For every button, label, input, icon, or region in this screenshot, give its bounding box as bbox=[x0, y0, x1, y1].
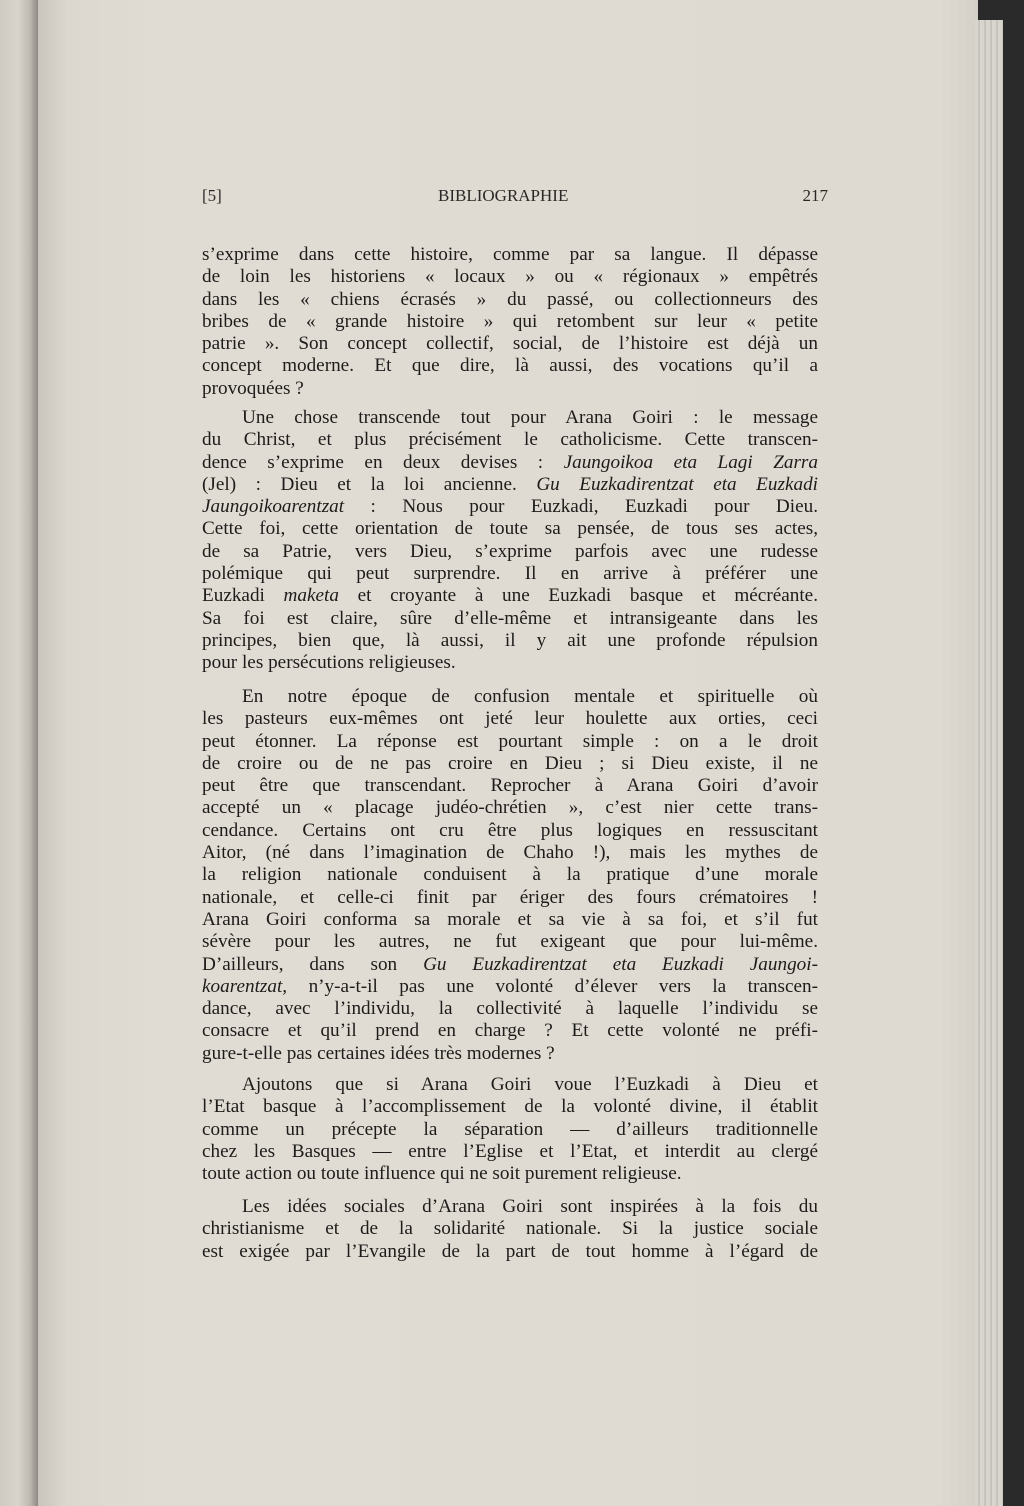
text-run: Les idées sociales d’Arana Goiri sont inspirées à la fois du bbox=[242, 1196, 818, 1217]
text-run: D’ailleurs, dans son bbox=[202, 953, 424, 975]
paragraph-1 bbox=[202, 244, 818, 400]
text-line bbox=[202, 585, 818, 607]
italic-text: Jaungoikoa eta Lagi Zarra bbox=[563, 451, 818, 473]
text-run: dance, avec l’individu, la collectivité à laquelle l’individu se bbox=[202, 998, 818, 1020]
text-run: dence s’exprime en deux devises : bbox=[202, 451, 564, 473]
text-line bbox=[202, 797, 818, 819]
text-run: peut étonner. La réponse est pourtant simple : on a le droit bbox=[202, 730, 818, 752]
paragraph-4 bbox=[202, 1074, 818, 1185]
text-run: Cette foi, cette orientation de toute sa pensée, de tous ses actes, bbox=[202, 518, 818, 540]
text-line bbox=[202, 842, 818, 864]
text-run: sévère pour les autres, ne fut exigeant que pour lui-même. bbox=[202, 931, 818, 953]
text-run: toute action ou toute influence qui ne soit purement religieuse. bbox=[202, 1163, 682, 1185]
text-run: Euzkadi bbox=[202, 585, 284, 607]
running-header bbox=[202, 186, 828, 210]
text-run: Sa foi est claire, sûre d’elle-même et intransigeante dans les bbox=[202, 607, 818, 629]
text-line bbox=[202, 753, 818, 775]
text-line bbox=[202, 1074, 818, 1096]
text-run: principes, bien que, là aussi, il y ait une profonde répulsion bbox=[202, 629, 818, 651]
paragraph-3 bbox=[202, 686, 818, 1065]
italic-text: Gu Euzkadirentzat eta Euzkadi Jaungoi- bbox=[423, 953, 818, 975]
text-line bbox=[202, 976, 818, 998]
text-line bbox=[202, 1141, 818, 1163]
text-line bbox=[202, 731, 818, 753]
running-title: BIBLIOGRAPHIE bbox=[438, 186, 569, 205]
italic-text: maketa bbox=[283, 585, 339, 607]
text-line bbox=[202, 244, 818, 266]
text-run: n’y-a-t-il pas une volonté d’élever vers la transcen- bbox=[287, 975, 818, 997]
text-run: nationale, et celle-ci finit par ériger des fours crématoires ! bbox=[202, 886, 818, 908]
text-line bbox=[202, 909, 818, 931]
text-line bbox=[202, 887, 818, 909]
text-run: l’Etat basque à l’accomplissement de la volonté divine, il établit bbox=[202, 1096, 818, 1118]
text-run: peut être que transcendant. Reprocher à Arana Goiri d’avoir bbox=[202, 775, 818, 797]
italic-text: koarentzat, bbox=[202, 975, 288, 997]
left-page-edge bbox=[0, 0, 40, 1506]
text-line bbox=[202, 708, 818, 730]
page-number: 217 bbox=[802, 186, 828, 205]
text-line bbox=[202, 355, 818, 377]
text-run: pour les persécutions religieuses. bbox=[202, 652, 456, 674]
text-line bbox=[202, 1241, 818, 1263]
text-run: dans les « chiens écrasés » du passé, ou collectionneurs des bbox=[202, 288, 818, 310]
italic-text: Gu Euzkadirentzat eta Euzkadi bbox=[536, 473, 818, 495]
text-run: Ajoutons que si Arana Goiri voue l’Euzkadi à Dieu et bbox=[242, 1074, 818, 1095]
text-line bbox=[202, 518, 818, 540]
text-line bbox=[202, 266, 818, 288]
text-line bbox=[202, 820, 818, 842]
text-run: En notre époque de confusion mentale et spirituelle où bbox=[242, 686, 818, 707]
text-run: bribes de « grande histoire » qui retombent sur leur « petite bbox=[202, 310, 818, 332]
text-line bbox=[202, 378, 818, 400]
text-run: polémique qui peut surprendre. Il en arrive à préférer une bbox=[202, 563, 818, 585]
paragraph-2 bbox=[202, 407, 818, 675]
text-run: s’exprime dans cette histoire, comme par sa langue. Il dépasse bbox=[202, 244, 818, 265]
text-run: du Christ, et plus précisément le catholicisme. Cette transcen- bbox=[202, 429, 818, 451]
text-line bbox=[202, 1043, 818, 1065]
text-line bbox=[202, 563, 818, 585]
text-run: de sa Patrie, vers Dieu, s’exprime parfois avec une rudesse bbox=[202, 540, 818, 562]
text-line bbox=[202, 998, 818, 1020]
paragraph-5 bbox=[202, 1196, 818, 1263]
text-run: accepté un « placage judéo-chrétien », c’est nier cette trans- bbox=[202, 797, 818, 819]
text-run: consacre et qu’il prend en charge ? Et cette volonté ne préfi- bbox=[202, 1020, 818, 1042]
text-line bbox=[202, 541, 818, 563]
text-run: de loin les historiens « locaux » ou « régionaux » empêtrés bbox=[202, 266, 818, 288]
text-run: provoquées ? bbox=[202, 377, 304, 399]
text-line bbox=[202, 407, 818, 429]
text-line bbox=[202, 608, 818, 630]
text-run: comme un précepte la séparation — d’ailleurs traditionnelle bbox=[202, 1118, 818, 1140]
text-line bbox=[202, 1163, 818, 1185]
text-run: Arana Goiri conforma sa morale et sa vie à sa foi, et s’il fut bbox=[202, 908, 818, 930]
text-run: Une chose transcende tout pour Arana Goiri : le message bbox=[242, 407, 818, 428]
text-line bbox=[202, 311, 818, 333]
text-run: la religion nationale conduisent à la pratique d’une morale bbox=[202, 864, 818, 886]
text-run: de croire ou de ne pas croire en Dieu ; si Dieu existe, il ne bbox=[202, 752, 818, 774]
text-run: Aitor, (né dans l’imagination de Chaho !), mais les mythes de bbox=[202, 842, 818, 864]
page-stack-edges bbox=[975, 20, 1003, 1506]
text-line bbox=[202, 333, 818, 355]
text-line bbox=[202, 1218, 818, 1240]
text-run: concept moderne. Et que dire, là aussi, des vocations qu’il a bbox=[202, 355, 818, 377]
text-run: est exigée par l’Evangile de la part de tout homme à l’égard de bbox=[202, 1240, 818, 1262]
text-line bbox=[202, 1196, 818, 1218]
text-line bbox=[202, 954, 818, 976]
text-run: gure-t-elle pas certaines idées très modernes ? bbox=[202, 1042, 555, 1064]
section-number: [5] bbox=[202, 186, 222, 205]
text-line bbox=[202, 686, 818, 708]
text-line bbox=[202, 1119, 818, 1141]
text-run: les pasteurs eux-mêmes ont jeté leur houlette aux orties, ceci bbox=[202, 708, 818, 730]
text-line bbox=[202, 864, 818, 886]
italic-text: Jaungoikoarentzat bbox=[202, 496, 345, 518]
text-line bbox=[202, 931, 818, 953]
text-line bbox=[202, 289, 818, 311]
text-line bbox=[202, 1096, 818, 1118]
text-run: : Nous pour Euzkadi, Euzkadi pour Dieu. bbox=[344, 496, 818, 518]
text-line bbox=[202, 496, 818, 518]
text-line bbox=[202, 429, 818, 451]
text-line bbox=[202, 452, 818, 474]
text-run: patrie ». Son concept collectif, social, de l’histoire est déjà un bbox=[202, 333, 818, 355]
text-line bbox=[202, 652, 818, 674]
text-run: chez les Basques — entre l’Eglise et l’Etat, et interdit au clergé bbox=[202, 1140, 818, 1162]
text-line bbox=[202, 1020, 818, 1042]
text-line bbox=[202, 474, 818, 496]
text-run: et croyante à une Euzkadi basque et mécréante. bbox=[338, 585, 818, 607]
text-run: (Jel) : Dieu et la loi ancienne. bbox=[202, 473, 537, 495]
text-line bbox=[202, 775, 818, 797]
text-line bbox=[202, 630, 818, 652]
text-run: cendance. Certains ont cru être plus logiques en ressuscitant bbox=[202, 819, 818, 841]
text-run: christianisme et de la solidarité nationale. Si la justice sociale bbox=[202, 1218, 818, 1240]
